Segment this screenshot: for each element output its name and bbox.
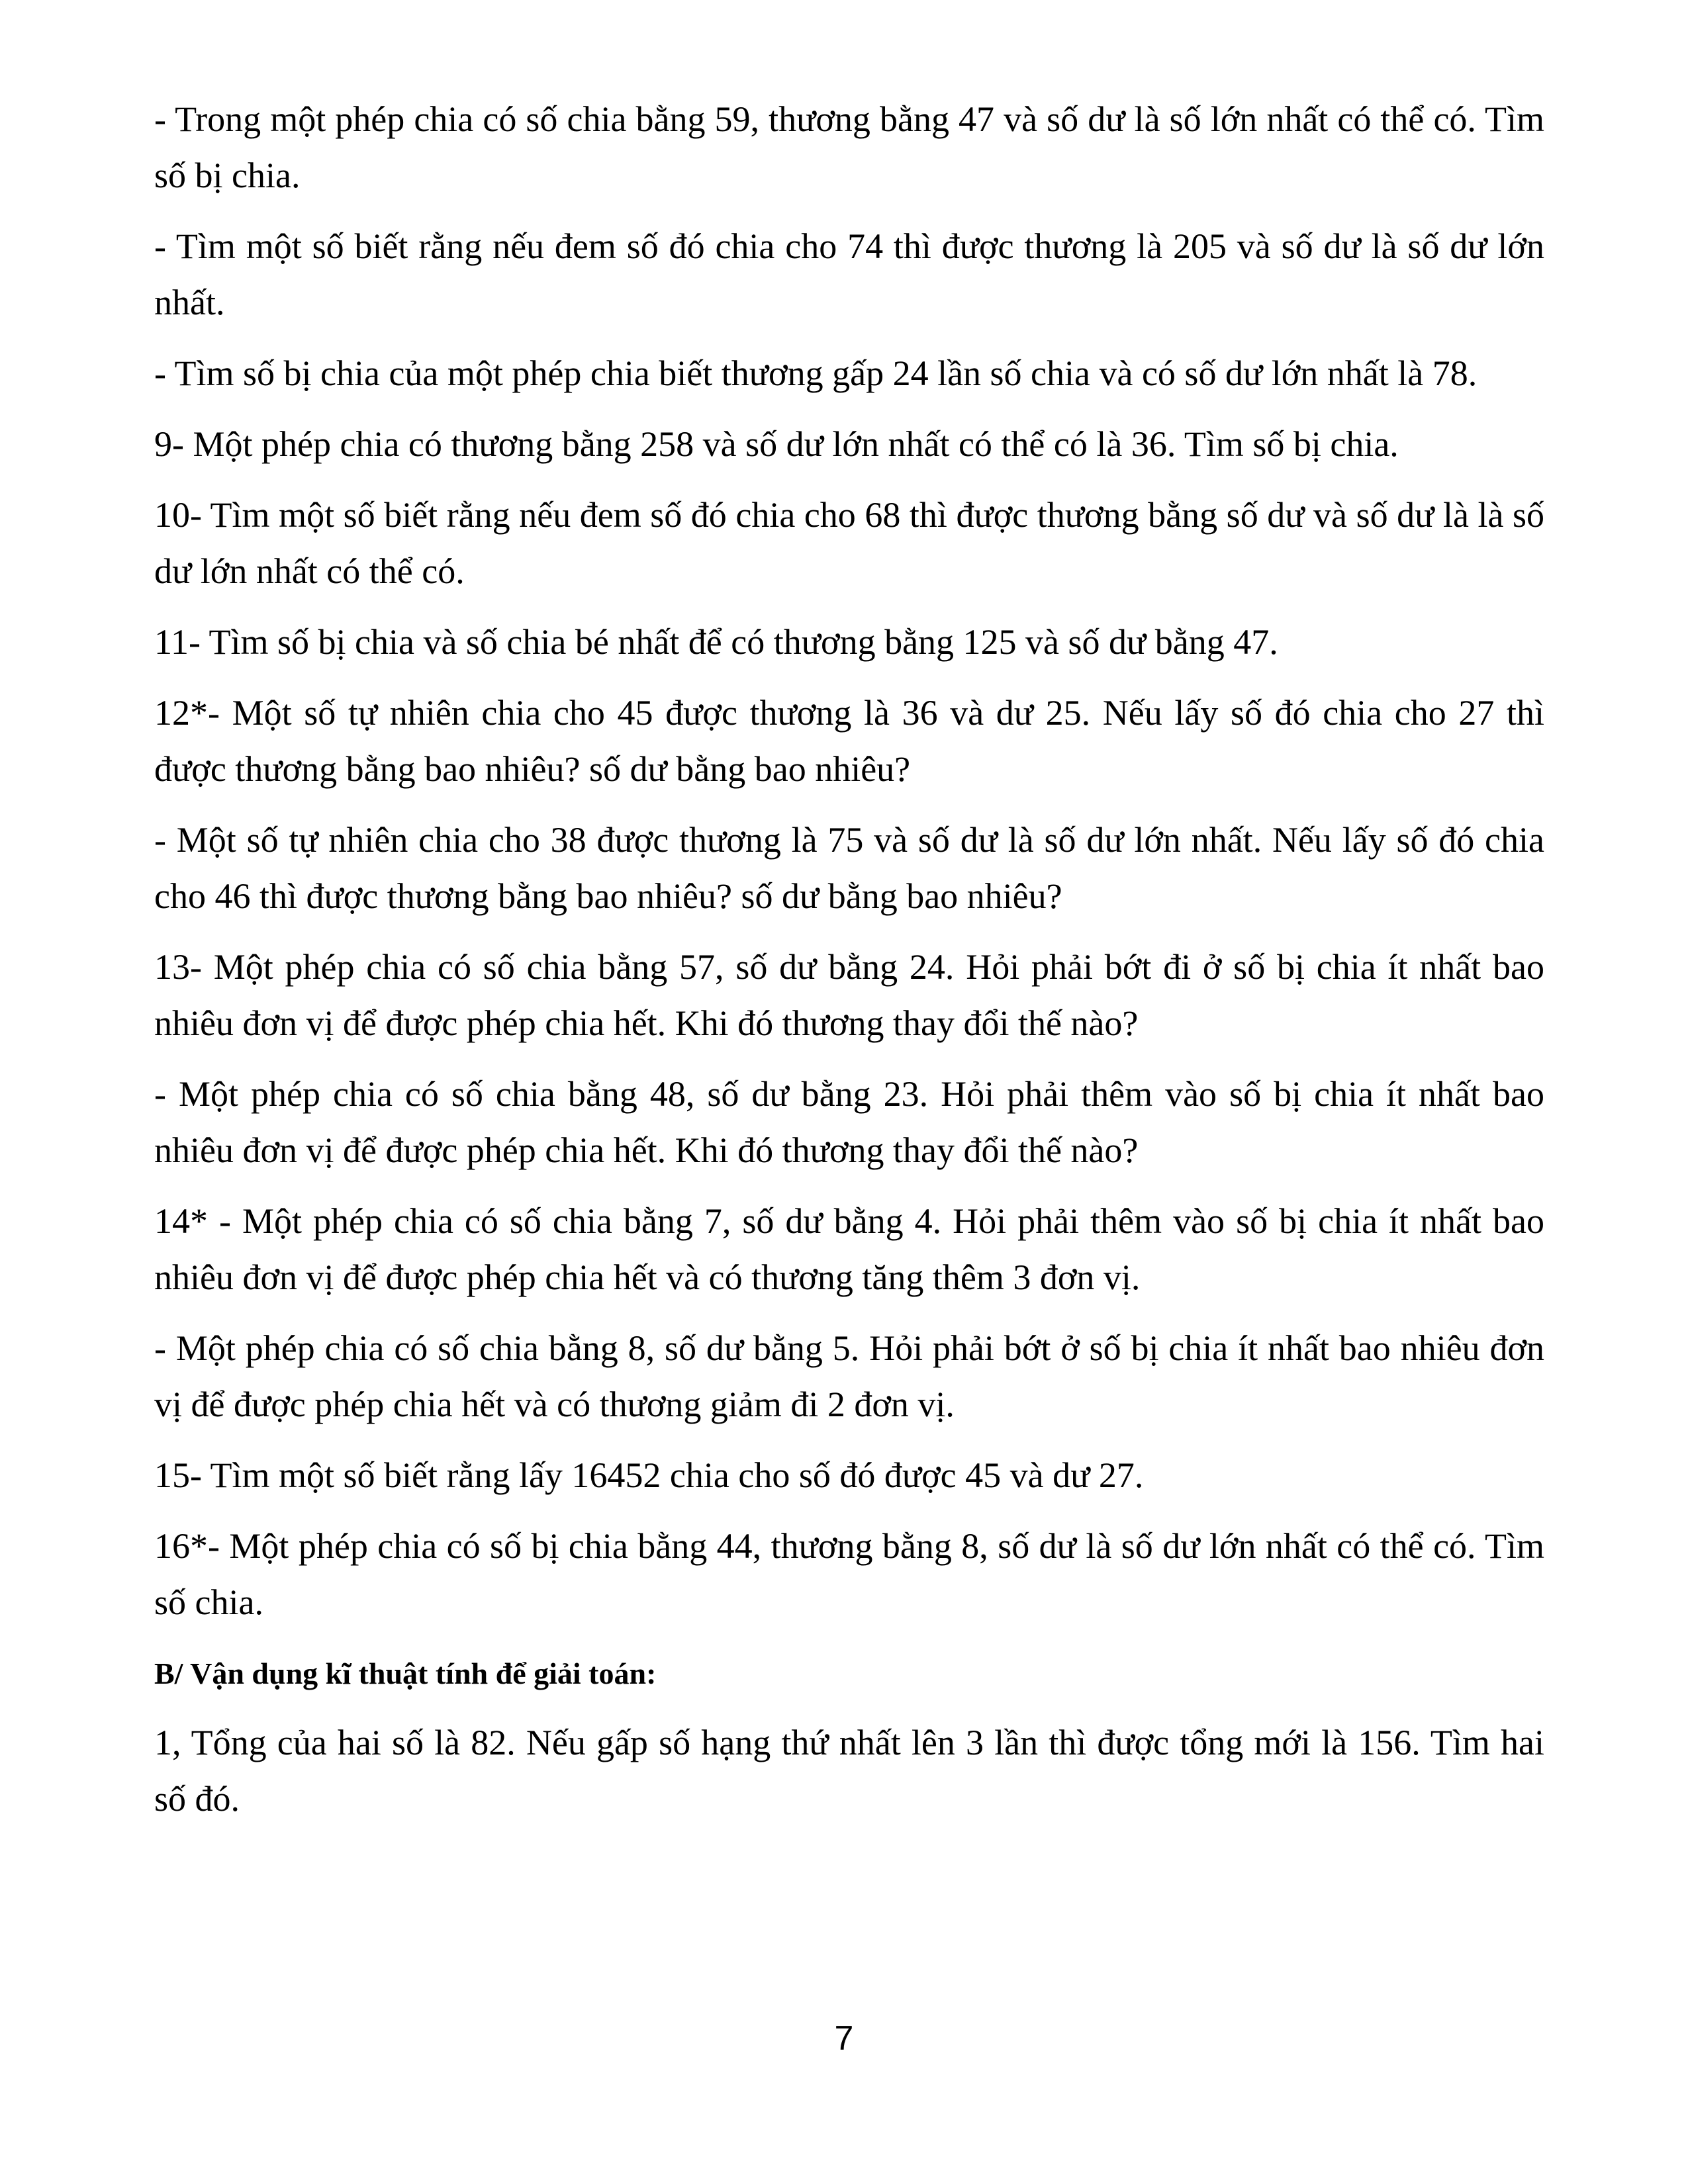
section-heading: B/ Vận dụng kĩ thuật tính để giải toán:	[154, 1657, 657, 1690]
exercise-paragraph: - Một số tự nhiên chia cho 38 được thương là 75 và số dư là số dư lớn nhất. Nếu lấy số đó chia cho 46 thì được thương bằng bao nhiêu? số dư bằng bao nhiêu?	[154, 820, 1544, 916]
exercise-paragraph: 11- Tìm số bị chia và số chia bé nhất để có thương bằng 125 và số dư bằng 47.	[154, 622, 1278, 662]
exercise-paragraph: - Một phép chia có số chia bằng 8, số dư bằng 5. Hỏi phải bớt ở số bị chia ít nhất bao nhiêu đơn vị để được phép chia hết và có thương giảm đi 2 đơn vị.	[154, 1328, 1544, 1424]
exercise-paragraph: - Tìm một số biết rằng nếu đem số đó chia cho 74 thì được thương là 205 và số dư là số dư lớn nhất.	[154, 226, 1544, 322]
exercise-paragraph: 10- Tìm một số biết rằng nếu đem số đó chia cho 68 thì được thương bằng số dư và số dư là là số dư lớn nhất có thể có.	[154, 495, 1544, 591]
page-number: 7	[834, 2019, 854, 2058]
exercise-paragraph: 12*- Một số tự nhiên chia cho 45 được thương là 36 và dư 25. Nếu lấy số đó chia cho 27 thì được thương bằng bao nhiêu? số dư bằng bao nhiêu?	[154, 693, 1544, 789]
exercise-paragraph: 16*- Một phép chia có số bị chia bằng 44, thương bằng 8, số dư là số dư lớn nhất có thể có. Tìm số chia.	[154, 1526, 1544, 1622]
exercise-paragraph: - Tìm số bị chia của một phép chia biết thương gấp 24 lần số chia và có số dư lớn nhất là 78.	[154, 353, 1477, 393]
exercise-paragraph: 15- Tìm một số biết rằng lấy 16452 chia cho số đó được 45 và dư 27.	[154, 1455, 1144, 1495]
exercise-paragraph: 9- Một phép chia có thương bằng 258 và số dư lớn nhất có thể có là 36. Tìm số bị chia.	[154, 424, 1399, 464]
document-page	[154, 91, 1544, 1842]
exercise-paragraph: 14* - Một phép chia có số chia bằng 7, số dư bằng 4. Hỏi phải thêm vào số bị chia ít nhất bao nhiêu đơn vị để được phép chia hết và có thương tăng thêm 3 đơn vị.	[154, 1201, 1544, 1297]
exercise-paragraph: 13- Một phép chia có số chia bằng 57, số dư bằng 24. Hỏi phải bớt đi ở số bị chia ít nhất bao nhiêu đơn vị để được phép chia hết. Khi đó thương thay đổi thế nào?	[154, 947, 1544, 1043]
exercise-paragraph: 1, Tổng của hai số là 82. Nếu gấp số hạng thứ nhất lên 3 lần thì được tổng mới là 156. Tìm hai số đó.	[154, 1723, 1544, 1819]
exercise-paragraph: - Trong một phép chia có số chia bằng 59, thương bằng 47 và số dư là số lớn nhất có thể có. Tìm số bị chia.	[154, 99, 1544, 195]
exercise-paragraph: - Một phép chia có số chia bằng 48, số dư bằng 23. Hỏi phải thêm vào số bị chia ít nhất bao nhiêu đơn vị để được phép chia hết. Khi đó thương thay đổi thế nào?	[154, 1074, 1544, 1170]
